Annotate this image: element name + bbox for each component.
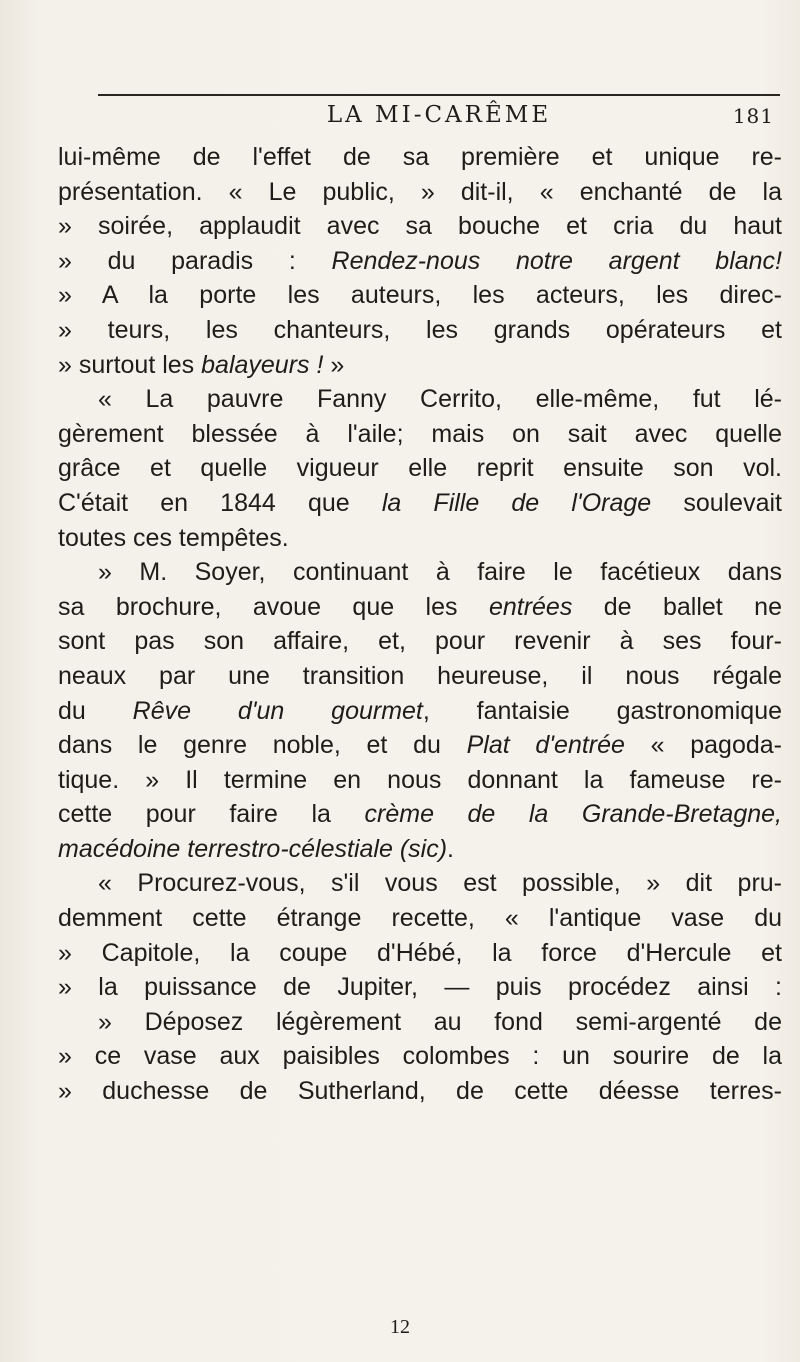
text-line: » ce vase aux paisibles colombes : un sourire de la xyxy=(58,1042,782,1071)
text-line: » Déposez légèrement au fond semi-argenté de xyxy=(98,1007,782,1036)
text-line-with-italic xyxy=(58,694,782,729)
text-line-with-italic xyxy=(58,244,782,279)
text-line: neaux par une transition heureuse, il nous régale xyxy=(58,661,782,690)
text-line: lui-même de l'effet de sa première et unique re- xyxy=(58,143,782,171)
text-line: » M. Soyer, continuant à faire le facétieux dans xyxy=(98,558,782,587)
text-line-with-italic xyxy=(58,832,782,867)
italic-phrase: Rêve d'un gourmet xyxy=(132,696,423,725)
page-header xyxy=(98,98,780,134)
italic-phrase: Plat d'entrée xyxy=(466,731,625,760)
text-segment: , fantaisie gastronomique xyxy=(422,696,782,725)
italic-phrase: macédoine terrestro-célestiale (sic) xyxy=(58,834,448,863)
running-title: LA MI-CARÊME xyxy=(326,102,552,128)
text-line-with-italic xyxy=(58,348,782,383)
text-segment: de ballet ne xyxy=(572,592,782,621)
text-line: tique. » Il termine en nous donnant la fameuse re- xyxy=(58,765,782,794)
text-segment: soulevait xyxy=(651,488,782,517)
text-line: » duchesse de Sutherland, de cette déesse terres- xyxy=(58,1077,782,1106)
text-segment: dans le genre noble, et du xyxy=(58,731,467,760)
text-line: demment cette étrange recette, « l'antique vase du xyxy=(58,904,782,933)
text-line: » la puissance de Jupiter, — puis procédez ainsi : xyxy=(58,973,782,1002)
text-segment: » surtout les xyxy=(58,350,202,379)
signature-mark: 12 xyxy=(390,1316,410,1338)
text-line: » Capitole, la coupe d'Hébé, la force d'Hercule et xyxy=(58,938,782,967)
page-number: 181 xyxy=(732,104,774,128)
text-line: « La pauvre Fanny Cerrito, elle-même, fut lé- xyxy=(98,385,782,414)
italic-phrase: crème de la Grande-Bretagne, xyxy=(364,800,782,829)
text-line-with-italic xyxy=(58,590,782,625)
text-line-with-italic xyxy=(58,797,782,832)
text-segment: « pagoda- xyxy=(624,731,782,760)
italic-phrase: Rendez-nous notre argent blanc! xyxy=(331,246,782,275)
text-line: « Procurez-vous, s'il vous est possible, » dit pru- xyxy=(98,869,782,898)
text-line: » teurs, les chanteurs, les grands opérateurs et xyxy=(58,315,782,344)
text-segment: du xyxy=(58,696,133,725)
text-segment: cette pour faire la xyxy=(58,800,365,829)
italic-phrase: la Fille de l'Orage xyxy=(381,488,652,517)
text-line-with-italic xyxy=(58,728,782,763)
text-segment: » xyxy=(323,350,345,379)
text-segment: . xyxy=(447,834,454,863)
body-text xyxy=(58,140,782,1109)
italic-phrase: entrées xyxy=(488,592,573,621)
text-line: présentation. « Le public, » dit-il, « enchanté de la xyxy=(58,177,782,206)
text-line: toutes ces tempêtes. xyxy=(58,523,289,552)
text-line: sont pas son affaire, et, pour revenir à ses four- xyxy=(58,627,782,656)
text-line: grâce et quelle vigueur elle reprit ensuite son vol. xyxy=(58,454,782,483)
text-line-with-italic xyxy=(58,486,782,521)
header-top-rule xyxy=(98,94,780,96)
text-line: » A la porte les auteurs, les acteurs, les direc- xyxy=(58,281,782,310)
text-segment: sa brochure, avoue que les xyxy=(58,592,489,621)
text-line: gèrement blessée à l'aile; mais on sait avec quelle xyxy=(58,419,782,448)
text-segment: C'était en 1844 que xyxy=(58,488,382,517)
text-segment: » du paradis : xyxy=(58,246,332,275)
italic-phrase: balayeurs ! xyxy=(201,350,324,379)
text-line: » soirée, applaudit avec sa bouche et cria du haut xyxy=(58,212,782,241)
